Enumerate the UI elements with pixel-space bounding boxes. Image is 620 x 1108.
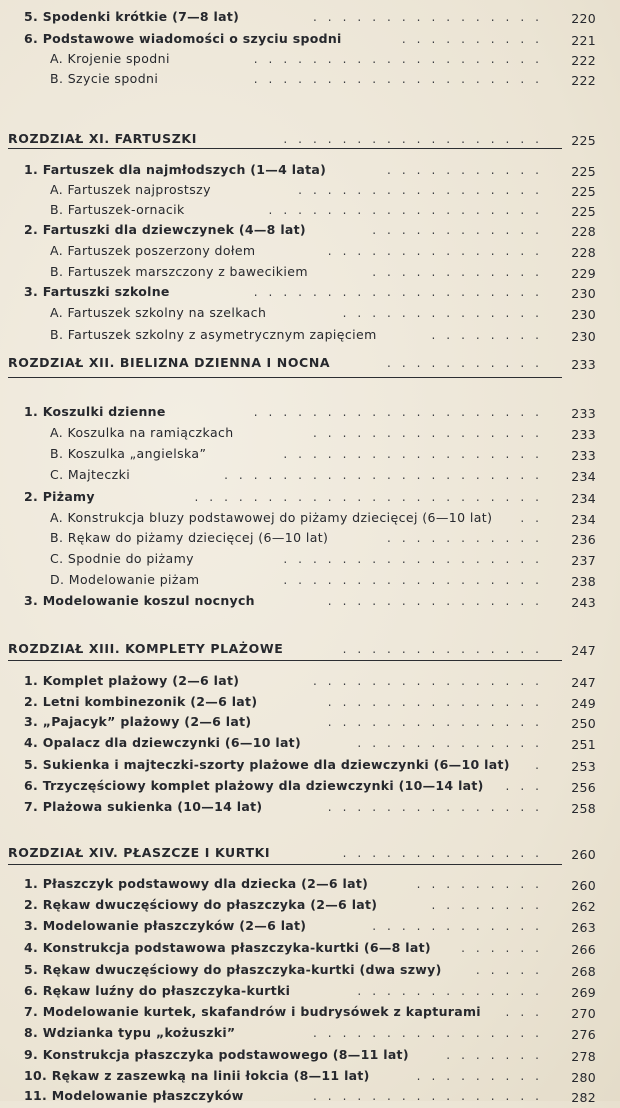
dot-leader: .........	[416, 877, 550, 891]
entry-title: A. Fartuszek najprostszy	[50, 182, 211, 197]
page-number: 260	[571, 878, 596, 893]
chapter-rule	[8, 864, 562, 865]
toc-section-entry	[0, 160, 620, 180]
entry-title: C. Spodnie do piżamy	[50, 551, 194, 566]
entry-title: 2. Piżamy	[24, 489, 95, 504]
page-number: 225	[571, 184, 596, 199]
toc-section-entry	[0, 874, 620, 894]
dot-leader: ............	[372, 919, 550, 933]
toc-section-entry	[0, 671, 620, 691]
entry-title: 11. Modelowanie płaszczyków	[24, 1088, 244, 1103]
toc-subsection-entry	[0, 549, 620, 569]
toc-subsection-entry	[0, 49, 620, 69]
page-number: 225	[571, 164, 596, 179]
entry-title: A. Fartuszek poszerzony dołem	[50, 243, 256, 258]
toc-section-entry	[0, 1066, 620, 1086]
entry-title: 2. Fartuszki dla dziewczynek (4—8 lat)	[24, 222, 306, 237]
dot-leader: ...............	[327, 695, 550, 709]
entry-title: 3. Modelowanie koszul nocnych	[24, 593, 255, 608]
toc-subsection-entry	[0, 200, 620, 220]
entry-title: 6. Rękaw luźny do płaszczyka-kurtki	[24, 983, 291, 998]
toc-subsection-entry	[0, 423, 620, 443]
toc-subsection-entry	[0, 262, 620, 282]
page-number: 220	[571, 11, 596, 26]
entry-title: 3. Modelowanie płaszczyków (2—6 lat)	[24, 918, 307, 933]
entry-title: B. Fartuszek-ornacik	[50, 202, 185, 217]
toc-section-entry	[0, 776, 620, 796]
toc-subsection-entry	[0, 241, 620, 261]
page-number: 225	[571, 133, 596, 148]
entry-title: ROZDZIAŁ XIII. KOMPLETY PLAŻOWE	[8, 641, 284, 656]
page-number: 247	[571, 643, 596, 658]
dot-leader: ...............	[327, 244, 550, 258]
toc-section-entry	[0, 1045, 620, 1065]
dot-leader: ..................	[283, 552, 550, 566]
toc-section-entry	[0, 220, 620, 240]
toc-subsection-entry	[0, 325, 620, 345]
dot-leader: ....................	[253, 285, 550, 299]
toc-section-entry	[0, 1023, 620, 1043]
entry-title: 1. Płaszczyk podstawowy dla dziecka (2—6 lat)	[24, 876, 369, 891]
toc-section-entry	[0, 402, 620, 422]
page-number: 233	[571, 406, 596, 421]
page-number: 263	[571, 920, 596, 935]
page-number: 250	[571, 716, 596, 731]
entry-title: B. Szycie spodni	[50, 71, 159, 86]
page-number: 258	[571, 801, 596, 816]
toc-subsection-entry	[0, 180, 620, 200]
page-number: 268	[571, 964, 596, 979]
dot-leader: ..................	[283, 573, 550, 587]
entry-title: 1. Fartuszek dla najmłodszych (1—4 lata)	[24, 162, 327, 177]
dot-leader: ..	[520, 511, 550, 525]
chapter-heading	[0, 129, 620, 149]
toc-section-entry	[0, 487, 620, 507]
dot-leader: .............	[357, 736, 550, 750]
entry-title: 2. Rękaw dwuczęściowy do płaszczyka (2—6 lat)	[24, 897, 378, 912]
toc-section-entry	[0, 797, 620, 817]
page-number: 249	[571, 696, 596, 711]
page-number: 270	[571, 1006, 596, 1021]
entry-title: 9. Konstrukcja płaszczyka podstawowego (8—11 lat)	[24, 1047, 409, 1062]
dot-leader: ....................	[253, 72, 550, 86]
entry-title: B. Rękaw do piżamy dziecięcej (6—10 lat)	[50, 530, 329, 545]
toc-subsection-entry	[0, 69, 620, 89]
dot-leader: ............	[372, 265, 550, 279]
page-number: 237	[571, 553, 596, 568]
toc-subsection-entry	[0, 465, 620, 485]
page-number: 230	[571, 329, 596, 344]
entry-title: 7. Modelowanie kurtek, skafandrów i budrysówek z kapturami	[24, 1004, 481, 1019]
toc-subsection-entry	[0, 570, 620, 590]
dot-leader: ................	[312, 1026, 550, 1040]
dot-leader: ................	[312, 10, 550, 24]
page-number: 262	[571, 899, 596, 914]
entry-title: 5. Spodenki krótkie (7—8 lat)	[24, 9, 240, 24]
dot-leader: ................	[312, 1089, 550, 1103]
chapter-heading	[0, 353, 620, 373]
dot-leader: ......	[461, 941, 550, 955]
toc-section-entry	[0, 733, 620, 753]
entry-title: ROZDZIAŁ XII. BIELIZNA DZIENNA I NOCNA	[8, 355, 331, 370]
entry-title: 8. Wdzianka typu „kożuszki”	[24, 1025, 236, 1040]
dot-leader: .....	[475, 963, 550, 977]
page-number: 222	[571, 73, 596, 88]
toc-section-entry	[0, 591, 620, 611]
dot-leader: ....................	[253, 52, 550, 66]
dot-leader: ...........	[387, 531, 550, 545]
dot-leader: ........	[431, 898, 550, 912]
chapter-rule	[8, 660, 562, 661]
dot-leader: .............	[357, 984, 550, 998]
page-number: 233	[571, 357, 596, 372]
toc-section-entry	[0, 1086, 620, 1106]
dot-leader: ......................	[224, 468, 550, 482]
entry-title: 6. Trzyczęściowy komplet plażowy dla dziewczynki (10—14 lat)	[24, 778, 484, 793]
entry-title: 2. Letni kombinezonik (2—6 lat)	[24, 694, 258, 709]
dot-leader: ........	[431, 328, 550, 342]
dot-leader: ..................	[283, 132, 550, 146]
toc-section-entry	[0, 938, 620, 958]
page-number: 225	[571, 204, 596, 219]
page-number: 233	[571, 427, 596, 442]
entry-title: 5. Rękaw dwuczęściowy do płaszczyka-kurtki (dwa szwy)	[24, 962, 442, 977]
page-number: 238	[571, 574, 596, 589]
entry-title: C. Majteczki	[50, 467, 131, 482]
entry-title: ROZDZIAŁ XI. FARTUSZKI	[8, 131, 197, 146]
page-number: 230	[571, 286, 596, 301]
dot-leader: ...............	[327, 800, 550, 814]
entry-title: 1. Koszulki dzienne	[24, 404, 166, 419]
toc-section-entry	[0, 755, 620, 775]
entry-title: A. Konstrukcja bluzy podstawowej do piżamy dziecięcej (6—10 lat)	[50, 510, 493, 525]
page-number: 236	[571, 532, 596, 547]
dot-leader: ..................	[283, 447, 550, 461]
toc-section-entry	[0, 960, 620, 980]
toc-subsection-entry	[0, 528, 620, 548]
page-number: 278	[571, 1049, 596, 1064]
toc-section-entry	[0, 7, 620, 27]
entry-title: 3. Fartuszki szkolne	[24, 284, 170, 299]
entry-title: A. Koszulka na ramiączkach	[50, 425, 234, 440]
dot-leader: ...............	[327, 715, 550, 729]
entry-title: B. Koszulka „angielska”	[50, 446, 207, 461]
toc-section-entry	[0, 1002, 620, 1022]
dot-leader: ..............	[342, 846, 550, 860]
dot-leader: .........	[416, 1069, 550, 1083]
entry-title: A. Krojenie spodni	[50, 51, 170, 66]
page-number: 251	[571, 737, 596, 752]
entry-title: 3. „Pajacyk” plażowy (2—6 lat)	[24, 714, 252, 729]
entry-title: 10. Rękaw z zaszewką na linii łokcia (8—11 lat)	[24, 1068, 370, 1083]
dot-leader: ...	[505, 779, 550, 793]
page-number: 282	[571, 1090, 596, 1105]
toc-section-entry	[0, 29, 620, 49]
page-number: 229	[571, 266, 596, 281]
page-number: 234	[571, 491, 596, 506]
dot-leader: .......	[446, 1048, 550, 1062]
dot-leader: .................	[298, 183, 550, 197]
page-number: 253	[571, 759, 596, 774]
dot-leader: ..............	[342, 306, 550, 320]
page-number: 247	[571, 675, 596, 690]
page-number: 269	[571, 985, 596, 1000]
page-number: 221	[571, 33, 596, 48]
chapter-rule	[8, 377, 562, 378]
entry-title: 1. Komplet plażowy (2—6 lat)	[24, 673, 240, 688]
entry-title: B. Fartuszek szkolny z asymetrycznym zapięciem	[50, 327, 377, 342]
page-number: 260	[571, 847, 596, 862]
page-number: 234	[571, 469, 596, 484]
dot-leader: ...................	[268, 203, 550, 217]
dot-leader: ....................	[253, 405, 550, 419]
toc-section-entry	[0, 916, 620, 936]
page-number: 280	[571, 1070, 596, 1085]
chapter-rule	[8, 148, 562, 149]
toc-section-entry	[0, 712, 620, 732]
page-number: 276	[571, 1027, 596, 1042]
page-number: 228	[571, 224, 596, 239]
entry-title: 4. Konstrukcja podstawowa płaszczyka-kurtki (6—8 lat)	[24, 940, 431, 955]
entry-title: 7. Plażowa sukienka (10—14 lat)	[24, 799, 263, 814]
toc-section-entry	[0, 981, 620, 1001]
toc-subsection-entry	[0, 508, 620, 528]
dot-leader: ...........	[387, 356, 550, 370]
toc-subsection-entry	[0, 303, 620, 323]
toc-subsection-entry	[0, 444, 620, 464]
entry-title: B. Fartuszek marszczony z bawecikiem	[50, 264, 308, 279]
dot-leader: ...........	[387, 163, 550, 177]
page-number: 266	[571, 942, 596, 957]
entry-title: 4. Opalacz dla dziewczynki (6—10 lat)	[24, 735, 301, 750]
entry-title: D. Modelowanie piżam	[50, 572, 200, 587]
entry-title: ROZDZIAŁ XIV. PŁASZCZE I KURTKI	[8, 845, 271, 860]
toc-section-entry	[0, 282, 620, 302]
dot-leader: ........................	[194, 490, 550, 504]
page-number: 243	[571, 595, 596, 610]
dot-leader: ................	[312, 426, 550, 440]
page-number: 233	[571, 448, 596, 463]
dot-leader: .	[535, 758, 550, 772]
page-number: 228	[571, 245, 596, 260]
page-number: 234	[571, 512, 596, 527]
dot-leader: ............	[372, 223, 550, 237]
dot-leader: ................	[312, 674, 550, 688]
chapter-heading	[0, 843, 620, 863]
dot-leader: ..............	[342, 642, 550, 656]
chapter-heading	[0, 639, 620, 659]
page-number: 256	[571, 780, 596, 795]
dot-leader: ...............	[327, 594, 550, 608]
entry-title: 6. Podstawowe wiadomości o szyciu spodni	[24, 31, 342, 46]
page-number: 222	[571, 53, 596, 68]
entry-title: 5. Sukienka i majteczki-szorty plażowe dla dziewczynki (6—10 lat)	[24, 757, 510, 772]
dot-leader: ...	[505, 1005, 550, 1019]
dot-leader: ..........	[401, 32, 550, 46]
toc-section-entry	[0, 692, 620, 712]
page-number: 230	[571, 307, 596, 322]
entry-title: A. Fartuszek szkolny na szelkach	[50, 305, 267, 320]
toc-section-entry	[0, 895, 620, 915]
